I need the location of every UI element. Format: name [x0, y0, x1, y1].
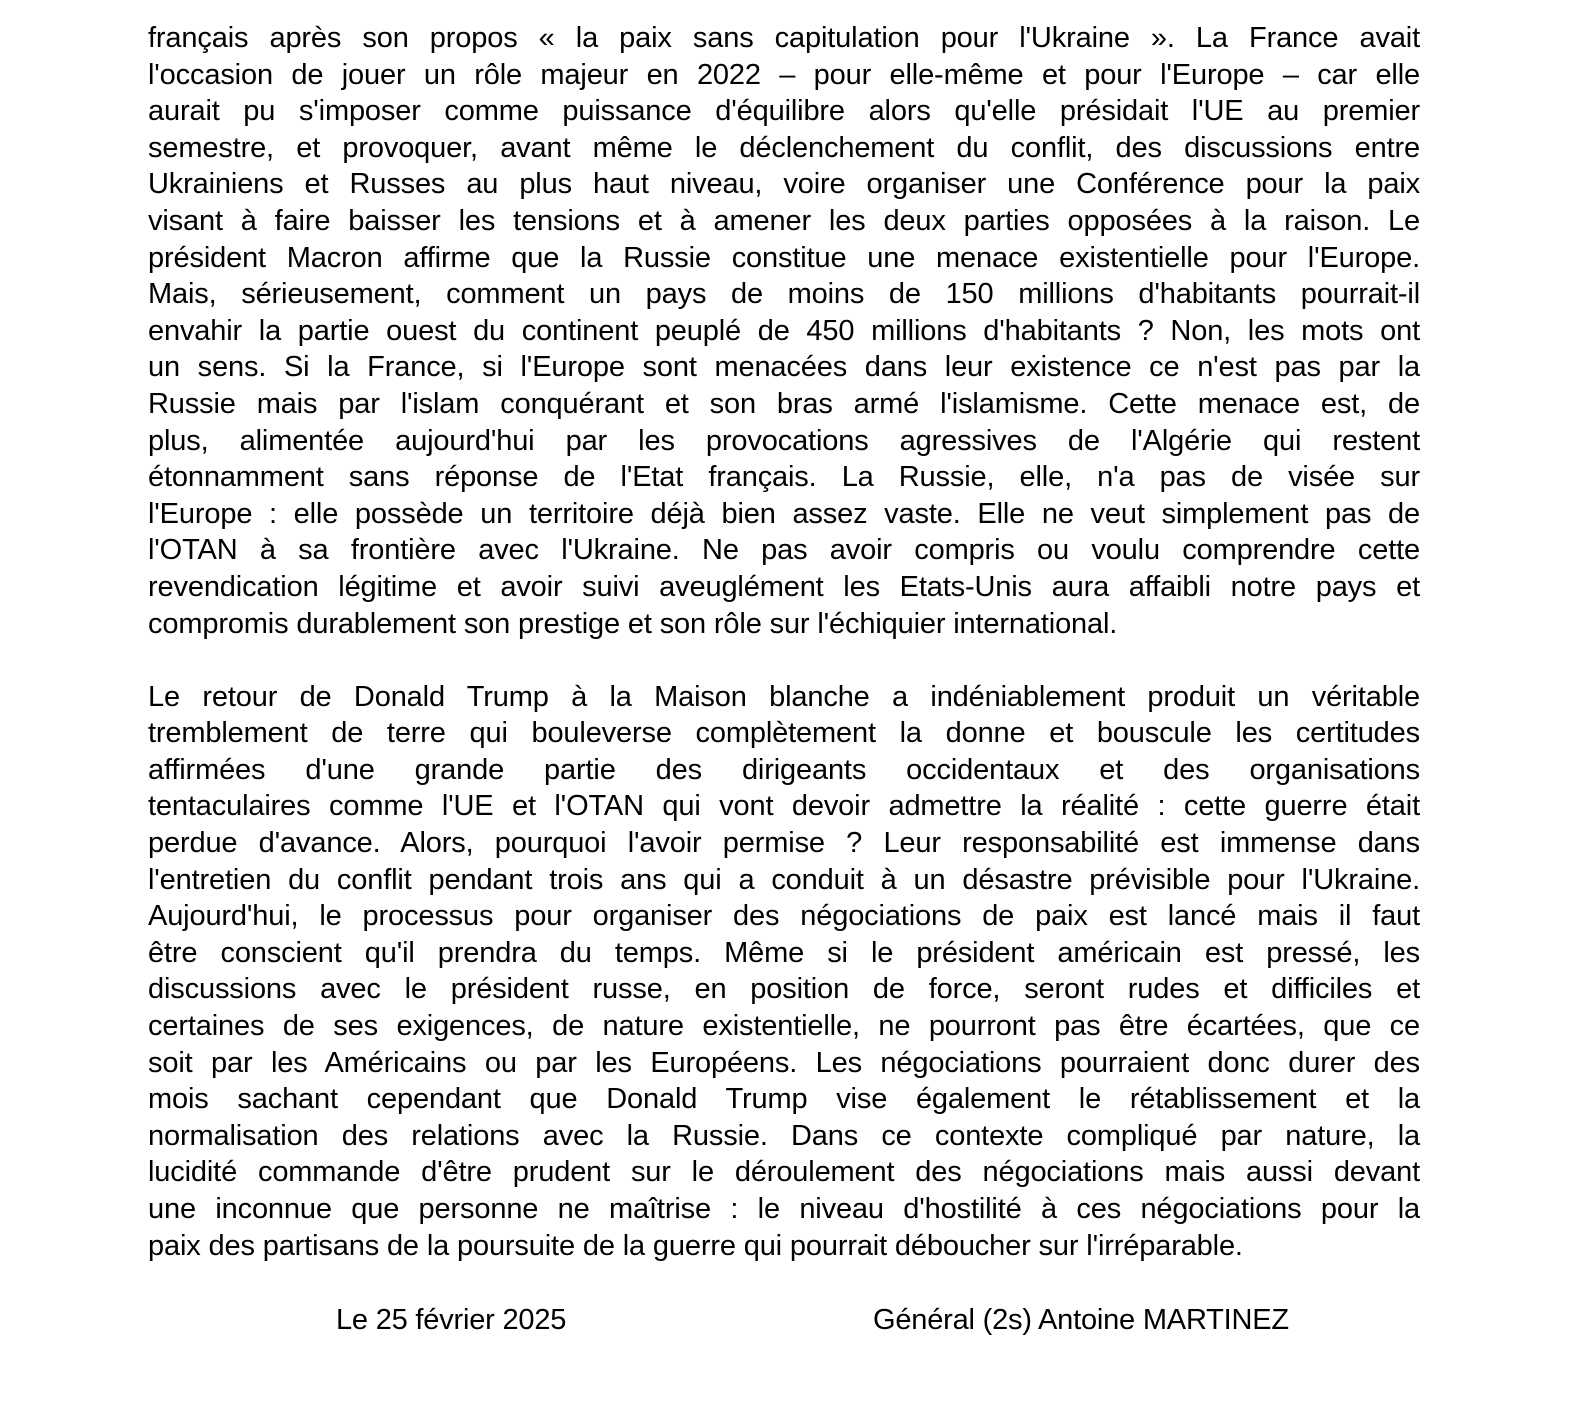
text-line: plus, alimentée aujourd'hui par les provocations agressives de l'Algérie qui restent: [148, 424, 1420, 457]
signature-date: Le 25 février 2025: [336, 1304, 567, 1336]
text-line: perdue d'avance. Alors, pourquoi l'avoir permise ? Leur responsabilité est immense dans: [148, 827, 1420, 860]
text-line: président Macron affirme que la Russie constitue une menace existentielle pour l'Europe.: [148, 241, 1420, 274]
text-line: mois sachant cependant que Donald Trump vise également le rétablissement et la: [148, 1083, 1420, 1116]
signature-block: [0, 1300, 1580, 1340]
text-line: un sens. Si la France, si l'Europe sont menacées dans leur existence ce n'est pas par la: [148, 351, 1420, 384]
text-line: semestre, et provoquer, avant même le déclenchement du conflit, des discussions entre: [148, 131, 1420, 164]
text-line: envahir la partie ouest du continent peuplé de 450 millions d'habitants ? Non, les mots ont: [148, 314, 1420, 347]
paragraph-2: [148, 679, 1420, 1265]
text-line: l'Europe : elle possède un territoire déjà bien assez vaste. Elle ne veut simplement pas de: [148, 497, 1420, 530]
text-line: lucidité commande d'être prudent sur le déroulement des négociations mais aussi devant: [148, 1156, 1420, 1189]
text-line: Russie mais par l'islam conquérant et son bras armé l'islamisme. Cette menace est, de: [148, 387, 1420, 420]
text-line: l'OTAN à sa frontière avec l'Ukraine. Ne pas avoir compris ou voulu comprendre cette: [148, 534, 1420, 567]
text-line: étonnamment sans réponse de l'Etat français. La Russie, elle, n'a pas de visée sur: [148, 461, 1420, 494]
text-line: une inconnue que personne ne maîtrise : le niveau d'hostilité à ces négociations pour la: [148, 1193, 1420, 1225]
document-body: [148, 20, 1420, 1264]
text-line: Le retour de Donald Trump à la Maison blanche a indéniablement produit un véritable: [148, 680, 1420, 713]
text-line: tremblement de terre qui bouleverse complètement la donne et bouscule les certitudes: [148, 717, 1420, 750]
text-line: visant à faire baisser les tensions et à amener les deux parties opposées à la raison. Le: [148, 204, 1420, 237]
text-line: Aujourd'hui, le processus pour organiser des négociations de paix est lancé mais il faut: [148, 900, 1420, 933]
signature-author: Général (2s) Antoine MARTINEZ: [873, 1304, 1289, 1336]
text-line: compromis durablement son prestige et son rôle sur l'échiquier international.: [148, 607, 1118, 640]
paragraph-spacer: [148, 642, 1420, 679]
text-line: être conscient qu'il prendra du temps. Même si le président américain est pressé, les: [148, 936, 1420, 969]
paragraph-1: [148, 20, 1420, 642]
text-line: l'entretien du conflit pendant trois ans qui a conduit à un désastre prévisible pour l'Ukraine.: [148, 863, 1420, 896]
text-line: l'occasion de jouer un rôle majeur en 2022 – pour elle-même et pour l'Europe – car elle: [148, 58, 1420, 91]
text-line: français après son propos « la paix sans capitulation pour l'Ukraine ». La France avait: [148, 22, 1420, 54]
text-line: affirmées d'une grande partie des dirigeants occidentaux et des organisations: [148, 753, 1420, 786]
text-line: certaines de ses exigences, de nature existentielle, ne pourront pas être écartées, que ce: [148, 1010, 1420, 1043]
text-line: normalisation des relations avec la Russie. Dans ce contexte compliqué par nature, la: [148, 1119, 1420, 1152]
text-line: Mais, sérieusement, comment un pays de moins de 150 millions d'habitants pourrait-il: [148, 278, 1420, 311]
text-line: revendication légitime et avoir suivi aveuglément les Etats-Unis aura affaibli notre pays et: [148, 570, 1420, 603]
text-line: aurait pu s'imposer comme puissance d'équilibre alors qu'elle présidait l'UE au premier: [148, 95, 1420, 128]
text-line: Ukrainiens et Russes au plus haut niveau, voire organiser une Conférence pour la paix: [148, 168, 1420, 201]
text-line: soit par les Américains ou par les Européens. Les négociations pourraient donc durer des: [148, 1046, 1420, 1079]
text-line: paix des partisans de la poursuite de la guerre qui pourrait déboucher sur l'irréparable.: [148, 1229, 1243, 1262]
text-line: tentaculaires comme l'UE et l'OTAN qui vont devoir admettre la réalité : cette guerre était: [148, 790, 1420, 823]
text-line: discussions avec le président russe, en position de force, seront rudes et difficiles et: [148, 973, 1420, 1006]
